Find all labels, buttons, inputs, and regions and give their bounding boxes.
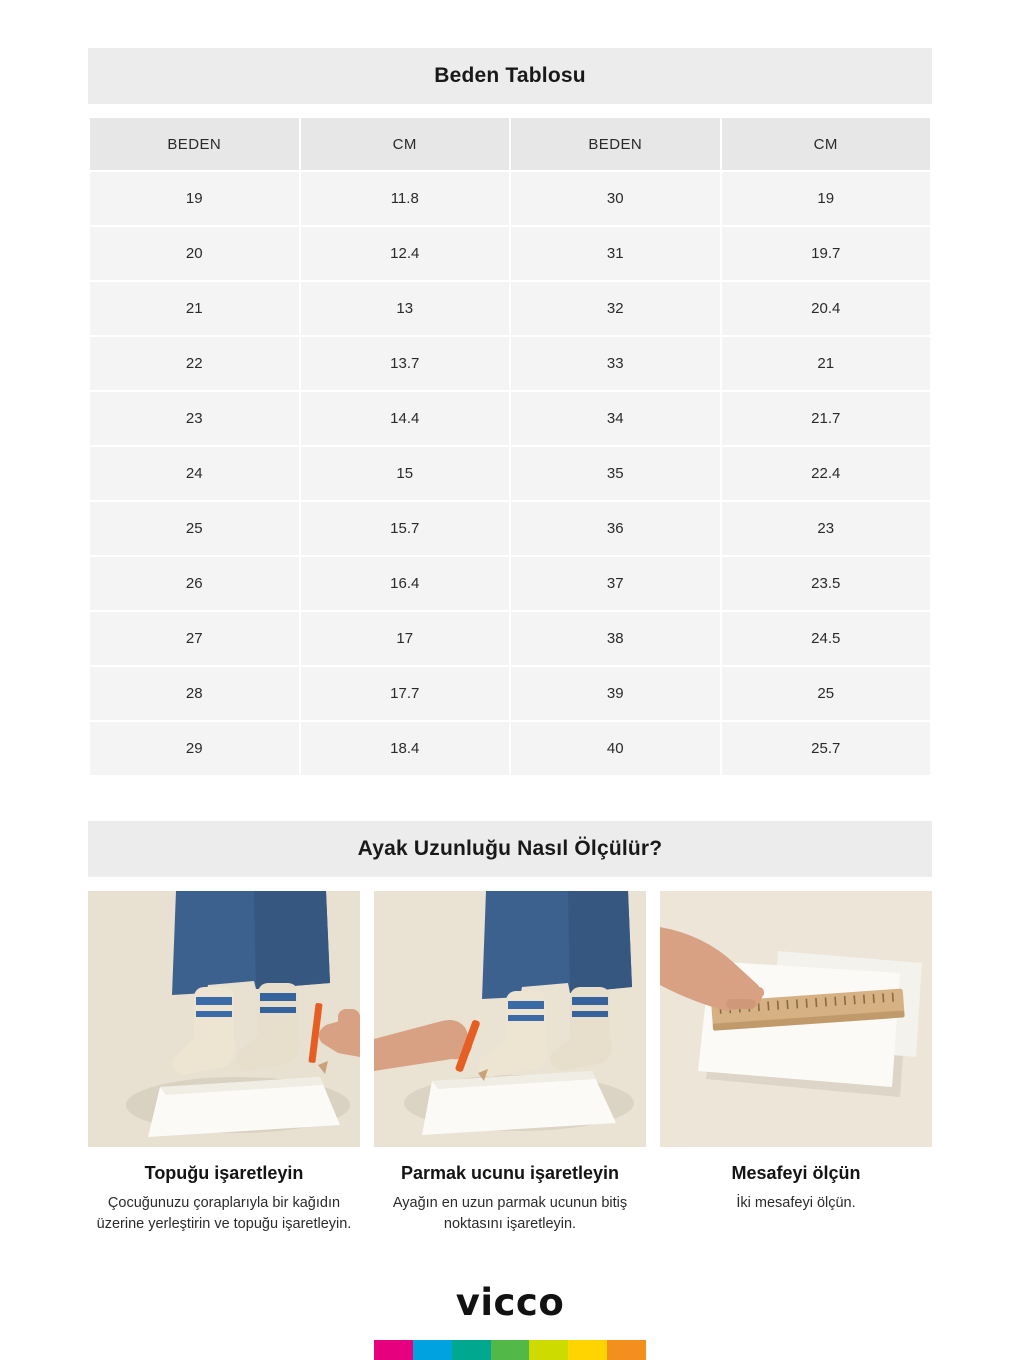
size-chart-row bbox=[90, 337, 930, 390]
size-chart-cell: 21 bbox=[90, 282, 299, 335]
step-heading: Mesafeyi ölçün bbox=[731, 1163, 861, 1183]
brand-logo: vicco bbox=[455, 1281, 565, 1324]
size-guide-page bbox=[88, 0, 932, 1235]
footer bbox=[0, 1281, 1020, 1360]
step-heading: Topuğu işaretleyin bbox=[144, 1163, 304, 1183]
howto-section bbox=[88, 821, 932, 1235]
brand-color-segment bbox=[374, 1340, 413, 1360]
size-chart-row bbox=[90, 447, 930, 500]
size-chart-cell: 31 bbox=[511, 227, 720, 280]
size-chart-row bbox=[90, 172, 930, 225]
size-chart-cell: 16.4 bbox=[301, 557, 510, 610]
step-measure bbox=[660, 891, 932, 1235]
howto-title: Ayak Uzunluğu Nasıl Ölçülür? bbox=[88, 821, 932, 877]
size-chart-cell: 22.4 bbox=[722, 447, 931, 500]
ruler-measuring-illustration bbox=[660, 891, 932, 1147]
toe-marking-illustration bbox=[374, 891, 646, 1147]
size-chart-cell: 19 bbox=[722, 172, 931, 225]
size-chart-row bbox=[90, 227, 930, 280]
size-chart-cell: 21.7 bbox=[722, 392, 931, 445]
step-photo-ruler bbox=[660, 891, 932, 1147]
size-chart-cell: 35 bbox=[511, 447, 720, 500]
step-mark-heel bbox=[88, 891, 360, 1235]
size-chart-row bbox=[90, 282, 930, 335]
size-chart-cell: 12.4 bbox=[301, 227, 510, 280]
brand-color-segment bbox=[607, 1340, 646, 1360]
size-chart-cell: 24.5 bbox=[722, 612, 931, 665]
size-chart-cell: 38 bbox=[511, 612, 720, 665]
size-chart-header-row bbox=[90, 118, 930, 170]
step-description: İki mesafeyi ölçün. bbox=[736, 1195, 856, 1211]
size-chart-section bbox=[88, 48, 932, 777]
size-chart-cell: 28 bbox=[90, 667, 299, 720]
size-chart-header-cell: CM bbox=[722, 118, 931, 170]
step-mark-toe bbox=[374, 891, 646, 1235]
size-chart-row bbox=[90, 557, 930, 610]
size-chart-cell: 25 bbox=[722, 667, 931, 720]
step-heading: Parmak ucunu işaretleyin bbox=[400, 1163, 620, 1183]
brand-color-segment bbox=[529, 1340, 568, 1360]
brand-color-bar bbox=[374, 1340, 646, 1360]
step-photo-heel bbox=[88, 891, 360, 1147]
size-chart-row bbox=[90, 392, 930, 445]
size-chart-cell: 23 bbox=[90, 392, 299, 445]
step-description: Çocuğunuzu çoraplarıyla bir kağıdın üzerine yerleştirin ve topuğu işaretleyin. bbox=[96, 1195, 352, 1233]
size-chart-header-cell: BEDEN bbox=[511, 118, 720, 170]
size-chart-cell: 29 bbox=[90, 722, 299, 775]
size-chart-cell: 25 bbox=[90, 502, 299, 555]
size-chart-row bbox=[90, 722, 930, 775]
step-description: Ayağın en uzun parmak ucunun bitiş noktasını işaretleyin. bbox=[392, 1195, 628, 1233]
size-chart-cell: 25.7 bbox=[722, 722, 931, 775]
size-chart-cell: 32 bbox=[511, 282, 720, 335]
size-chart-row bbox=[90, 667, 930, 720]
size-chart-cell: 14.4 bbox=[301, 392, 510, 445]
size-chart-cell: 20 bbox=[90, 227, 299, 280]
heel-marking-illustration bbox=[88, 891, 360, 1147]
size-chart-cell: 22 bbox=[90, 337, 299, 390]
howto-steps bbox=[88, 891, 932, 1235]
size-chart-cell: 17.7 bbox=[301, 667, 510, 720]
brand-color-segment bbox=[568, 1340, 607, 1360]
size-chart-cell: 27 bbox=[90, 612, 299, 665]
size-chart-cell: 30 bbox=[511, 172, 720, 225]
size-chart-row bbox=[90, 502, 930, 555]
brand-color-segment bbox=[452, 1340, 491, 1360]
size-chart-cell: 13 bbox=[301, 282, 510, 335]
size-chart-cell: 17 bbox=[301, 612, 510, 665]
size-chart-cell: 23.5 bbox=[722, 557, 931, 610]
size-chart-cell: 19 bbox=[90, 172, 299, 225]
size-chart-cell: 11.8 bbox=[301, 172, 510, 225]
size-chart-cell: 40 bbox=[511, 722, 720, 775]
size-chart-cell: 19.7 bbox=[722, 227, 931, 280]
size-chart-cell: 34 bbox=[511, 392, 720, 445]
size-chart-cell: 33 bbox=[511, 337, 720, 390]
size-chart-row bbox=[90, 612, 930, 665]
brand-color-segment bbox=[491, 1340, 530, 1360]
size-chart-cell: 36 bbox=[511, 502, 720, 555]
size-chart-cell: 15 bbox=[301, 447, 510, 500]
size-chart-title: Beden Tablosu bbox=[88, 48, 932, 104]
size-chart-header-cell: CM bbox=[301, 118, 510, 170]
size-chart-cell: 20.4 bbox=[722, 282, 931, 335]
size-chart-cell: 21 bbox=[722, 337, 931, 390]
size-chart-cell: 24 bbox=[90, 447, 299, 500]
size-chart-table bbox=[88, 116, 932, 777]
brand-color-segment bbox=[413, 1340, 452, 1360]
size-chart-cell: 26 bbox=[90, 557, 299, 610]
step-photo-toe bbox=[374, 891, 646, 1147]
size-chart-cell: 18.4 bbox=[301, 722, 510, 775]
size-chart-header-cell: BEDEN bbox=[90, 118, 299, 170]
size-chart-cell: 37 bbox=[511, 557, 720, 610]
size-chart-cell: 39 bbox=[511, 667, 720, 720]
size-chart-body bbox=[90, 172, 930, 775]
size-chart-cell: 23 bbox=[722, 502, 931, 555]
size-chart-cell: 13.7 bbox=[301, 337, 510, 390]
size-chart-cell: 15.7 bbox=[301, 502, 510, 555]
